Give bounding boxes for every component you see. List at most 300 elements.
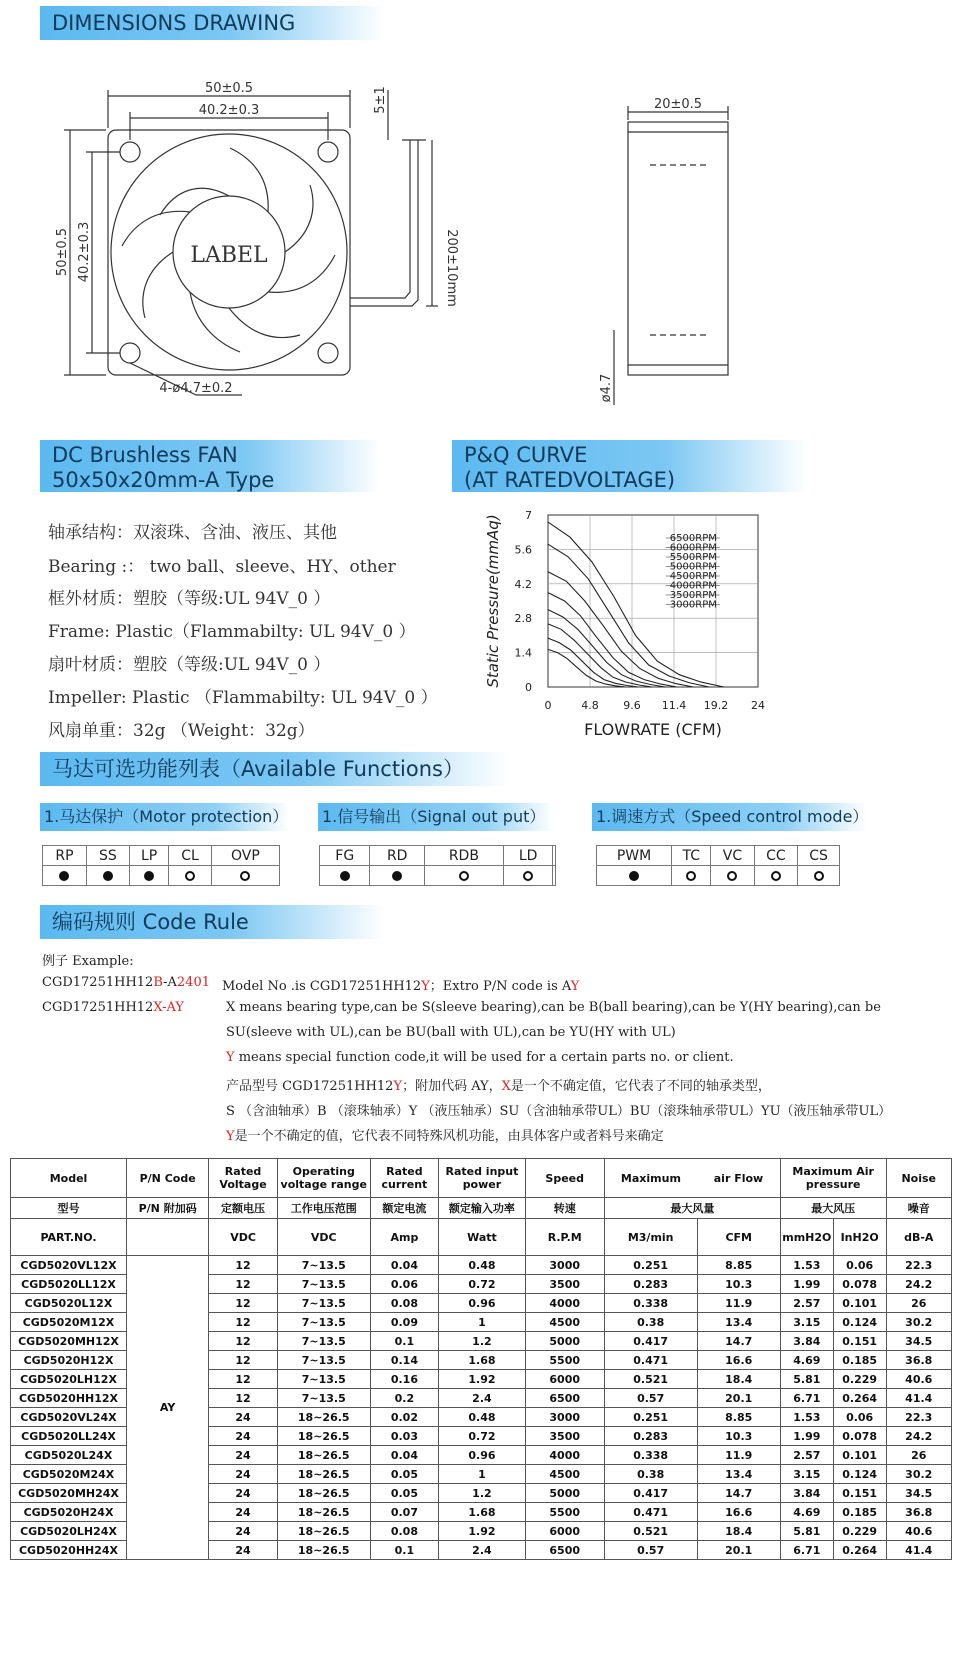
motor-col: SS <box>86 846 129 866</box>
table-cell: 18~26.5 <box>277 1408 370 1427</box>
thc-pn: P/N 附加码 <box>127 1198 209 1219</box>
table-cell: 41.4 <box>886 1541 952 1560</box>
table-cell: CGD5020H24X <box>11 1503 127 1522</box>
table-cell: CGD5020M12X <box>11 1313 127 1332</box>
dim-wire-offset: 5±1 <box>373 86 388 114</box>
table-cell: 10.3 <box>697 1275 780 1294</box>
ex1-bearing: B <box>153 975 164 990</box>
table-cell: 24 <box>209 1408 278 1427</box>
table-cell: 14.7 <box>697 1332 780 1351</box>
dim-depth: 20±0.5 <box>653 97 703 112</box>
thu-amp: Amp <box>370 1219 439 1256</box>
ex1-func: 2401 <box>176 975 210 990</box>
pq-line2: (AT RATEDVOLTAGE) <box>464 468 676 492</box>
plot-frame <box>548 515 758 687</box>
table-cell: 7~13.5 <box>277 1313 370 1332</box>
x-axis-label: FLOWRATE (CFM) <box>584 720 722 739</box>
table-cell: 0.04 <box>370 1446 439 1465</box>
table-cell: 5500 <box>525 1351 604 1370</box>
table-cell: 0.417 <box>604 1484 697 1503</box>
table-cell: 5000 <box>525 1484 604 1503</box>
open-ring-icon <box>185 871 195 881</box>
table-cell: 1.92 <box>439 1370 525 1389</box>
dim-inner-height: 40.2±0.3 <box>77 221 92 283</box>
table-cell: 12 <box>209 1389 278 1408</box>
rule-line-1: X means bearing type,can be S(sleeve bearing),can be B(ball bearing),can be Y(HY bearing),can be <box>226 1000 881 1015</box>
table-cell: 30.2 <box>886 1465 952 1484</box>
table-cell: 12 <box>209 1332 278 1351</box>
table-cell: 2.4 <box>439 1389 525 1408</box>
table-cell: 1.68 <box>439 1351 525 1370</box>
spec-table-body <box>11 1256 952 1560</box>
table-cell: 1.2 <box>439 1332 525 1351</box>
y-tick-label: 2.8 <box>514 612 532 626</box>
table-cell: 0.05 <box>370 1484 439 1503</box>
table-cell: 0.471 <box>604 1503 697 1522</box>
dim-wire-length: 200±10mm <box>444 229 459 307</box>
x-tick-label: 24 <box>751 699 765 712</box>
table-cell: 18~26.5 <box>277 1427 370 1446</box>
table-cell: 3.84 <box>780 1484 833 1503</box>
spec-weight: 风扇单重：32g （Weight：32g） <box>48 721 315 741</box>
th-voltage: Rated Voltage <box>209 1159 278 1198</box>
rule-line-3 <box>226 1050 734 1065</box>
filled-dot-icon <box>59 871 69 881</box>
table-cell: 24 <box>209 1446 278 1465</box>
example-code-1 <box>42 975 210 990</box>
th-pn: P/N Code <box>127 1159 209 1198</box>
table-cell: 24 <box>209 1484 278 1503</box>
spec-table <box>10 1158 952 1560</box>
table-cell: 0.185 <box>833 1503 886 1522</box>
ex1-desc-c: ；Extro P/N code is A <box>429 979 571 994</box>
table-cell: CGD5020L24X <box>11 1446 127 1465</box>
th-model: Model <box>11 1159 127 1198</box>
table-cell: 0.338 <box>604 1294 697 1313</box>
motor-protection-table <box>42 845 280 886</box>
table-cell: CGD5020HH24X <box>11 1541 127 1560</box>
open-ring-icon <box>686 871 696 881</box>
thu-rpm: R.P.M <box>525 1219 604 1256</box>
signal-col <box>553 846 556 866</box>
dim-side-hole: ø4.7 <box>599 373 614 403</box>
table-cell: 1.2 <box>439 1484 525 1503</box>
table-cell: 0.124 <box>833 1465 886 1484</box>
table-cell: 12 <box>209 1256 278 1275</box>
thc-pressure: 最大风压 <box>780 1198 886 1219</box>
rule3-text: means special function code,it will be used for a certain parts no. or client. <box>234 1050 734 1065</box>
table-cell: 12 <box>209 1294 278 1313</box>
code-rule-banner: 编码规则 Code Rule <box>40 905 385 939</box>
table-cell: 24 <box>209 1522 278 1541</box>
table-cell: 18~26.5 <box>277 1522 370 1541</box>
dim-holes: 4-ø4.7±0.2 <box>159 381 233 396</box>
fan-type-line2: 50x50x20mm-A Type <box>52 468 275 492</box>
table-cell: 0.06 <box>370 1275 439 1294</box>
table-cell: 5500 <box>525 1503 604 1522</box>
table-cell: 24 <box>209 1503 278 1522</box>
table-cell: 3000 <box>525 1256 604 1275</box>
fan-type-banner <box>40 440 380 492</box>
table-cell: 34.5 <box>886 1484 952 1503</box>
legend-label: 3000RPM <box>669 599 717 611</box>
thc-voltage: 定额电压 <box>209 1198 278 1219</box>
mount-hole-br <box>318 343 338 363</box>
table-cell: 0.96 <box>439 1446 525 1465</box>
filled-dot-icon <box>340 871 350 881</box>
pq-chart <box>470 505 800 745</box>
table-cell: 5.81 <box>780 1522 833 1541</box>
table-cell: 0.185 <box>833 1351 886 1370</box>
table-cell: 24 <box>209 1465 278 1484</box>
table-cell: 18~26.5 <box>277 1503 370 1522</box>
table-cell: 20.1 <box>697 1389 780 1408</box>
table-cell: 40.6 <box>886 1522 952 1541</box>
open-ring-icon <box>523 871 533 881</box>
x-tick-label: 11.4 <box>661 699 687 712</box>
thc-power: 额定输入功率 <box>439 1198 525 1219</box>
table-cell: 0.283 <box>604 1427 697 1446</box>
side-view-body <box>628 122 728 375</box>
thu-dba: dB-A <box>886 1219 952 1256</box>
table-cell: 0.03 <box>370 1427 439 1446</box>
ex2-base: CGD17251HH12 <box>42 1000 154 1015</box>
thc-model: 型号 <box>11 1198 127 1219</box>
signal-col: FG <box>320 846 370 866</box>
table-cell: 10.3 <box>697 1427 780 1446</box>
table-cell: 2.57 <box>780 1446 833 1465</box>
y-axis-label: Static Pressure(mmAq) <box>484 514 502 688</box>
table-cell: 0.08 <box>370 1294 439 1313</box>
table-cell: 16.6 <box>697 1351 780 1370</box>
rule-line-5: S （含油轴承）B （滚珠轴承）Y （液压轴承）SU（含油轴承带UL）BU（滚珠轴承带UL）YU（液压轴承带UL） <box>226 1104 892 1119</box>
y-tick-label: 7 <box>525 509 532 522</box>
table-cell: CGD5020L12X <box>11 1294 127 1313</box>
spec-frame-en: Frame: Plastic（Flammabilty: UL 94V_0 ） <box>48 622 416 642</box>
table-cell: 3000 <box>525 1408 604 1427</box>
spec-impeller-en: Impeller: Plastic （Flammabilty: UL 94V_0 ） <box>48 688 438 708</box>
table-cell: 26 <box>886 1446 952 1465</box>
table-cell: 0.38 <box>604 1313 697 1332</box>
table-cell: 24 <box>209 1427 278 1446</box>
example-label: 例子 Example: <box>42 954 134 969</box>
rule4-a: 产品型号 CGD17251HH12 <box>226 1079 394 1094</box>
table-cell: 11.9 <box>697 1446 780 1465</box>
table-cell: 1.92 <box>439 1522 525 1541</box>
rule4-x: X <box>501 1079 511 1094</box>
table-cell: 18~26.5 <box>277 1484 370 1503</box>
table-cell: 30.2 <box>886 1313 952 1332</box>
table-cell: CGD5020MH12X <box>11 1332 127 1351</box>
table-cell: CGD5020M24X <box>11 1465 127 1484</box>
thu-cfm: CFM <box>697 1219 780 1256</box>
open-ring-icon <box>459 871 469 881</box>
rule6-text: 是一个不确定的值，它代表不同特殊风机功能，由具体客户或者料号来确定 <box>234 1129 664 1144</box>
table-cell: 0.72 <box>439 1275 525 1294</box>
table-cell: 18~26.5 <box>277 1541 370 1560</box>
table-cell: 6.71 <box>780 1541 833 1560</box>
thc-airflow: 最大风量 <box>604 1198 780 1219</box>
table-cell: 4.69 <box>780 1351 833 1370</box>
table-cell: 4000 <box>525 1294 604 1313</box>
thu-watt: Watt <box>439 1219 525 1256</box>
table-cell: 1.68 <box>439 1503 525 1522</box>
x-tick-label: 4.8 <box>581 699 599 712</box>
open-ring-icon <box>727 871 737 881</box>
th-range: Operating voltage range <box>277 1159 370 1198</box>
table-cell: 7~13.5 <box>277 1294 370 1313</box>
table-cell: 26 <box>886 1294 952 1313</box>
legend-label: 5500RPM <box>669 552 717 563</box>
table-cell: 22.3 <box>886 1408 952 1427</box>
table-cell: 0.151 <box>833 1332 886 1351</box>
table-cell: 1.99 <box>780 1427 833 1446</box>
table-cell: 0.264 <box>833 1389 886 1408</box>
ex1-base: CGD17251HH12 <box>42 975 154 990</box>
table-cell: CGD5020VL12X <box>11 1256 127 1275</box>
table-cell: 12 <box>209 1370 278 1389</box>
series-line <box>548 610 665 687</box>
table-cell: CGD5020MH24X <box>11 1484 127 1503</box>
spec-impeller-cn: 扇叶材质：塑胶（等级:UL 94V_0 ） <box>48 655 331 675</box>
speed-col: TC <box>672 846 711 866</box>
rule-line-4 <box>226 1075 771 1094</box>
rule4-y: Y <box>393 1079 403 1094</box>
speed-col: CS <box>798 846 840 866</box>
y-tick-label: 4.2 <box>514 577 532 591</box>
open-ring-icon <box>240 871 250 881</box>
speed-control-title: 1.调速方式（Speed control mode） <box>592 803 867 831</box>
table-cell: 8.85 <box>697 1408 780 1427</box>
y-tick-label: 0 <box>525 681 532 694</box>
thc-current: 额定电流 <box>370 1198 439 1219</box>
table-cell: 18.4 <box>697 1370 780 1389</box>
example-code-2 <box>42 1000 184 1015</box>
table-cell: 36.8 <box>886 1503 952 1522</box>
table-cell: 24.2 <box>886 1427 952 1446</box>
motor-col: OVP <box>211 846 279 866</box>
thu-part: PART.NO. <box>11 1219 127 1256</box>
pq-curve-banner <box>452 440 807 492</box>
pn-code-cell: AY <box>127 1256 209 1560</box>
table-cell: 4500 <box>525 1465 604 1484</box>
table-cell: 0.06 <box>833 1256 886 1275</box>
table-cell: 40.6 <box>886 1370 952 1389</box>
signal-col: RDB <box>424 846 503 866</box>
table-cell: 0.264 <box>833 1541 886 1560</box>
table-cell: 0.2 <box>370 1389 439 1408</box>
table-cell: CGD5020HH12X <box>11 1389 127 1408</box>
pq-line1: P&Q CURVE <box>464 443 588 467</box>
y-tick-label: 1.4 <box>514 646 532 660</box>
th-noise: Noise <box>886 1159 952 1198</box>
thu-inh2o: InH2O <box>833 1219 886 1256</box>
rule4-e: 是一个不确定值，它代表了不同的轴承类型， <box>510 1079 771 1094</box>
dim-outer-width: 50±0.5 <box>204 81 254 96</box>
speed-col: VC <box>711 846 754 866</box>
thu-mmh2o: mmH2O <box>780 1219 833 1256</box>
table-cell: 0.09 <box>370 1313 439 1332</box>
table-cell: 0.07 <box>370 1503 439 1522</box>
spec-frame-cn: 框外材质：塑胶（等级:UL 94V_0 ） <box>48 589 331 609</box>
table-cell: 12 <box>209 1351 278 1370</box>
table-cell: 5000 <box>525 1332 604 1351</box>
th-airflow-b: air Flow <box>697 1159 780 1198</box>
table-cell: 0.72 <box>439 1427 525 1446</box>
table-cell: 18~26.5 <box>277 1446 370 1465</box>
example-desc-1 <box>222 975 579 994</box>
open-ring-icon <box>814 871 824 881</box>
functions-banner: 马达可选功能列表（Available Functions） <box>40 752 510 786</box>
table-cell: CGD5020LL24X <box>11 1427 127 1446</box>
table-cell: 0.471 <box>604 1351 697 1370</box>
table-cell: 0.124 <box>833 1313 886 1332</box>
table-cell: 0.251 <box>604 1408 697 1427</box>
table-cell: 0.38 <box>604 1465 697 1484</box>
table-cell: 0.57 <box>604 1389 697 1408</box>
legend-label: 4000RPM <box>669 580 717 592</box>
ex1-desc-b: Y <box>421 979 430 994</box>
table-cell: 13.4 <box>697 1313 780 1332</box>
ex1-desc-a: Model No .is CGD17251HH12 <box>222 979 422 994</box>
table-cell: 0.14 <box>370 1351 439 1370</box>
th-pressure: Maximum Air pressure <box>780 1159 886 1198</box>
fan-type-line1: DC Brushless FAN <box>52 443 238 467</box>
table-cell: 14.7 <box>697 1484 780 1503</box>
table-cell: CGD5020LH12X <box>11 1370 127 1389</box>
motor-col: CL <box>169 846 212 866</box>
table-cell: 0.16 <box>370 1370 439 1389</box>
motor-col: RP <box>43 846 87 866</box>
table-cell: CGD5020H12X <box>11 1351 127 1370</box>
thu-vdc-range: VDC <box>277 1219 370 1256</box>
speed-col: CC <box>754 846 798 866</box>
table-cell: 7~13.5 <box>277 1275 370 1294</box>
table-cell: 5.81 <box>780 1370 833 1389</box>
table-cell: 6500 <box>525 1541 604 1560</box>
speed-control-table <box>596 845 840 886</box>
table-cell: 0.251 <box>604 1256 697 1275</box>
table-cell: 0.078 <box>833 1427 886 1446</box>
dimension-drawing <box>0 0 960 420</box>
fan-label: LABEL <box>190 243 268 268</box>
table-cell: 0.338 <box>604 1446 697 1465</box>
table-row <box>11 1256 952 1275</box>
table-cell: 6000 <box>525 1522 604 1541</box>
thu-vdc: VDC <box>209 1219 278 1256</box>
table-cell: 1 <box>439 1313 525 1332</box>
table-cell: 1.99 <box>780 1275 833 1294</box>
table-cell: 20.1 <box>697 1541 780 1560</box>
ex1-sep: -A <box>163 975 177 990</box>
x-tick-label: 0 <box>544 699 552 712</box>
table-cell: 1.53 <box>780 1408 833 1427</box>
table-cell: 7~13.5 <box>277 1370 370 1389</box>
mount-hole-tr <box>318 142 338 162</box>
table-cell: 0.06 <box>833 1408 886 1427</box>
table-cell: 0.229 <box>833 1370 886 1389</box>
table-cell: 0.57 <box>604 1541 697 1560</box>
table-cell: 0.48 <box>439 1256 525 1275</box>
thc-range: 工作电压范围 <box>277 1198 370 1219</box>
table-cell: 2.57 <box>780 1294 833 1313</box>
table-cell: 0.521 <box>604 1370 697 1389</box>
table-cell: CGD5020VL24X <box>11 1408 127 1427</box>
table-cell: 0.96 <box>439 1294 525 1313</box>
table-cell: 36.8 <box>886 1351 952 1370</box>
table-cell: 12 <box>209 1313 278 1332</box>
table-cell: 4500 <box>525 1313 604 1332</box>
table-cell: 3500 <box>525 1427 604 1446</box>
table-cell: 8.85 <box>697 1256 780 1275</box>
table-cell: 6.71 <box>780 1389 833 1408</box>
table-cell: 1.53 <box>780 1256 833 1275</box>
table-cell: 0.04 <box>370 1256 439 1275</box>
filled-dot-icon <box>392 871 402 881</box>
spec-bearing-en: Bearing :： two ball、sleeve、HY、other <box>48 557 396 577</box>
motor-protection-title: 1.马达保护（Motor protection） <box>40 803 290 831</box>
legend-label: 6500RPM <box>669 533 717 544</box>
signal-output-title: 1.信号输出（Signal out put） <box>318 803 553 831</box>
dimensions-banner: DIMENSIONS DRAWING <box>40 6 385 40</box>
table-cell: 3.15 <box>780 1313 833 1332</box>
table-cell: 0.283 <box>604 1275 697 1294</box>
y-tick-label: 5.6 <box>514 543 532 557</box>
table-cell: 16.6 <box>697 1503 780 1522</box>
rule-line-6 <box>226 1125 664 1144</box>
table-cell: 0.02 <box>370 1408 439 1427</box>
table-cell: 0.08 <box>370 1522 439 1541</box>
table-cell: 0.48 <box>439 1408 525 1427</box>
table-cell: CGD5020LL12X <box>11 1275 127 1294</box>
table-cell: 6500 <box>525 1389 604 1408</box>
table-cell: 4000 <box>525 1446 604 1465</box>
table-cell: 3.84 <box>780 1332 833 1351</box>
table-cell: 3500 <box>525 1275 604 1294</box>
table-cell: 0.101 <box>833 1446 886 1465</box>
table-cell: 0.229 <box>833 1522 886 1541</box>
filled-dot-icon <box>144 871 154 881</box>
x-tick-label: 9.6 <box>623 699 641 712</box>
table-cell: 0.1 <box>370 1541 439 1560</box>
mount-hole-tl <box>120 142 140 162</box>
table-cell: 7~13.5 <box>277 1389 370 1408</box>
thu-m3: M3/min <box>604 1219 697 1256</box>
series-line <box>548 593 677 687</box>
table-cell: 18.4 <box>697 1522 780 1541</box>
filled-dot-icon <box>103 871 113 881</box>
table-cell: 0.521 <box>604 1522 697 1541</box>
table-cell: 3.15 <box>780 1465 833 1484</box>
thc-speed: 转速 <box>525 1198 604 1219</box>
table-cell: CGD5020LH24X <box>11 1522 127 1541</box>
legend-label: 5000RPM <box>669 561 717 573</box>
table-cell: 7~13.5 <box>277 1332 370 1351</box>
mount-hole-bl <box>120 343 140 363</box>
table-cell: 11.9 <box>697 1294 780 1313</box>
signal-col: RD <box>370 846 425 866</box>
table-cell: 34.5 <box>886 1332 952 1351</box>
dim-outer-height: 50±0.5 <box>55 227 70 277</box>
table-cell: 0.417 <box>604 1332 697 1351</box>
table-cell: 41.4 <box>886 1389 952 1408</box>
table-cell: 1 <box>439 1465 525 1484</box>
table-cell: 22.3 <box>886 1256 952 1275</box>
table-cell: 2.4 <box>439 1541 525 1560</box>
ex1-desc-d: Y <box>570 979 580 994</box>
ex2-suffix: X-AY <box>153 1000 184 1015</box>
thc-noise: 噪音 <box>886 1198 952 1219</box>
